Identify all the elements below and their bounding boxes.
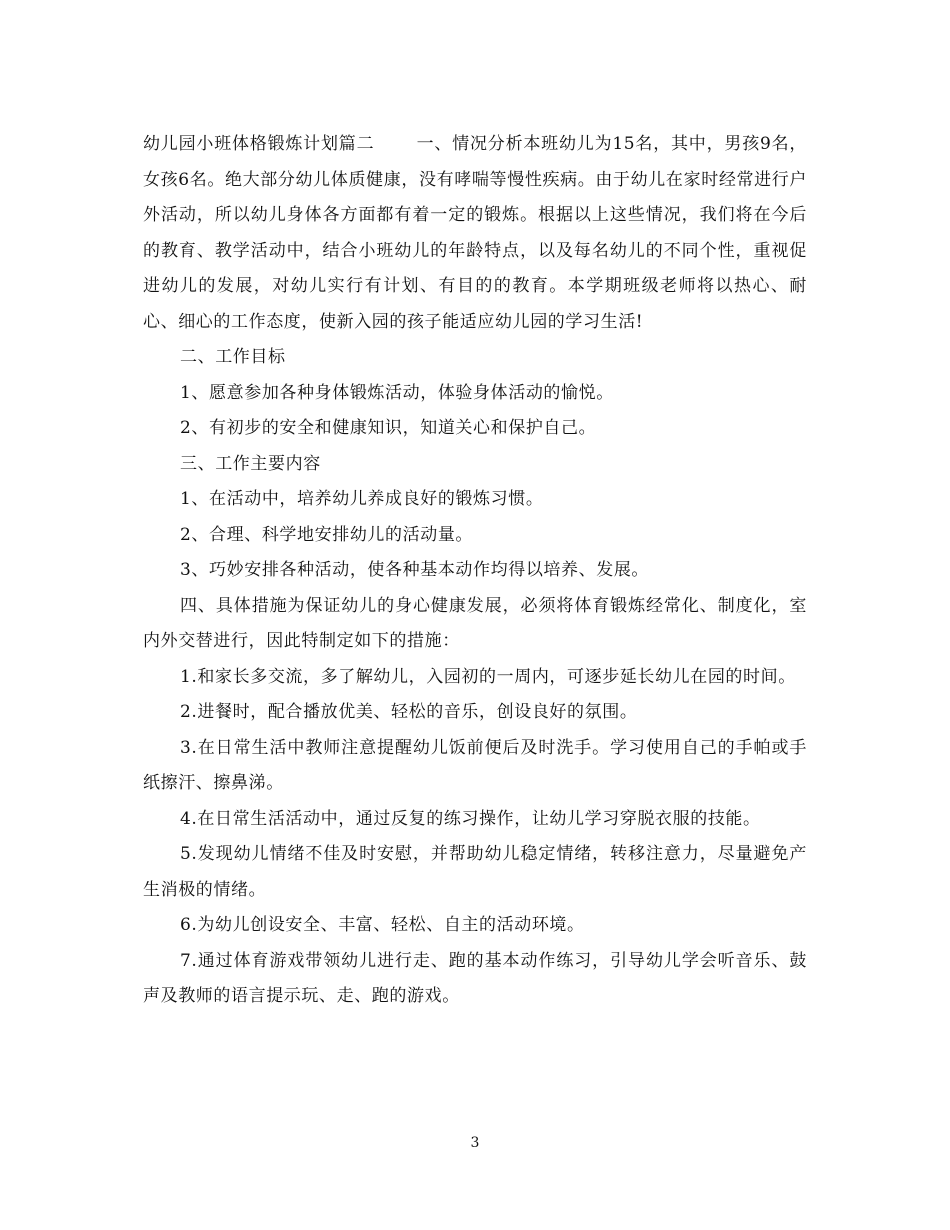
measure-item-4: 4.在日常生活活动中，通过反复的练习操作，让幼儿学习穿脱衣服的技能。 <box>180 808 761 829</box>
measure-item-2: 2.进餐时，配合播放优美、轻松的音乐，创设良好的氛围。 <box>180 702 638 722</box>
measure-item-6: 6.为幼儿创设安全、丰富、轻松、自主的活动环境。 <box>180 915 585 935</box>
section-heading-content: 三、工作主要内容 <box>180 453 321 474</box>
section-heading-goals: 二、工作目标 <box>180 347 286 367</box>
intro-paragraph <box>143 127 807 340</box>
measure-item-1: 1.和家长多交流，多了解幼儿，入园初的一周内，可逐步延长幼儿在园的时间。 <box>180 666 796 687</box>
intro-title: 幼儿园小班体格锻炼计划篇二 <box>143 134 375 154</box>
measure-item-7: 7.通过体育游戏带领幼儿进行走、跑的基本动作练习，引导幼儿学会听音乐、鼓声及教师的语言提示玩、走、跑的游戏。 <box>143 950 807 1006</box>
document-body <box>143 127 807 1015</box>
measure-item-3: 3.在日常生活中教师注意提醒幼儿饭前便后及时洗手。学习使用自己的手帕或手纸擦汗、擦鼻涕。 <box>143 737 807 793</box>
goal-item-2: 2、有初步的安全和健康知识，知道关心和保护自己。 <box>180 418 597 438</box>
content-item-1: 1、在活动中，培养幼儿养成良好的锻炼习惯。 <box>180 489 544 509</box>
content-item-2: 2、合理、科学地安排幼儿的活动量。 <box>180 524 474 545</box>
content-item-3: 3、巧妙安排各种活动，使各种基本动作均得以培养、发展。 <box>180 560 650 580</box>
measure-item-5: 5.发现幼儿情绪不佳及时安慰，并帮助幼儿稳定情绪，转移注意力，尽量避免产生消极的情绪。 <box>143 844 807 900</box>
section-heading-measures: 四、具体措施为保证幼儿的身心健康发展，必须将体育锻炼经常化、制度化，室内外交替进行，因此特制定如下的措施： <box>143 595 807 651</box>
goal-item-1: 1、愿意参加各种身体锻炼活动，体验身体活动的愉悦。 <box>180 382 614 403</box>
intro-text: 一、情况分析本班幼儿为15名，其中，男孩9名，女孩6名。绝大部分幼儿体质健康，没有哮喘等慢性疾病。由于幼儿在家时经常进行户外活动，所以幼儿身体各方面都有着一定的锻炼。根据以上这些情况，我们将在今后的教育、教学活动中，结合小班幼儿的年龄特点，以及每名幼儿的不同个性，重视促进幼儿的发展，对幼儿实行有计划、有目的的教育。本学期班级老师将以热心、耐心、细心的工作态度，使新入园的孩子能适应幼儿园的学习生活! <box>143 134 807 332</box>
page-number: 3 <box>470 1135 480 1151</box>
